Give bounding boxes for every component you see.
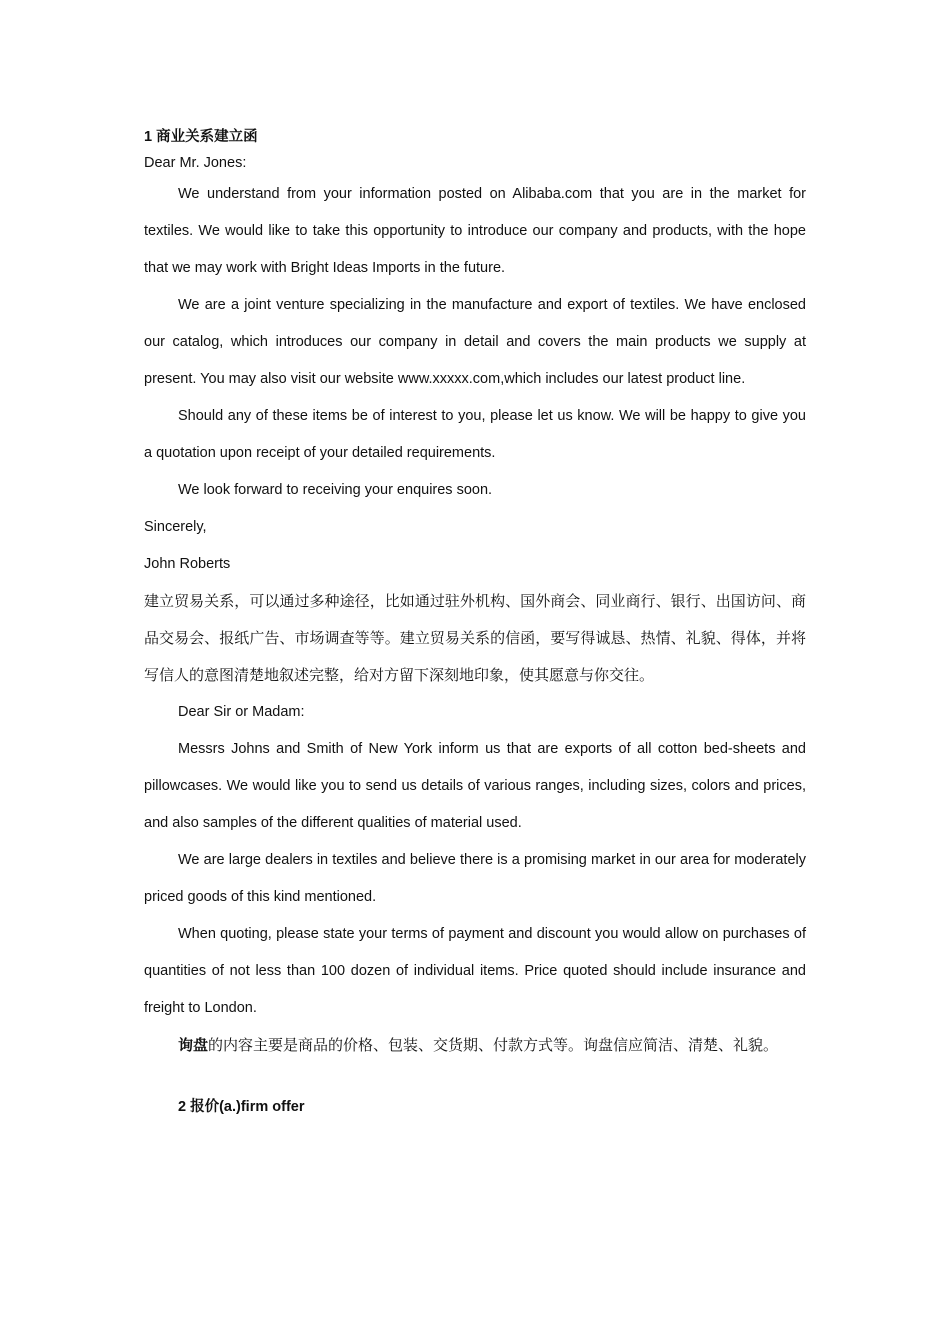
salutation: Dear Mr. Jones:	[144, 155, 247, 171]
paragraph: We are a joint venture specializing in the manufacture and export of textiles. We have enclosed our catalog, which introduces our company in detail and covers the main products we supply at present. You may also visit our website www.xxxxx.com,which includes our latest product line.	[144, 297, 806, 387]
paragraph: Messrs Johns and Smith of New York inform us that are exports of all cotton bed-sheets and pillowcases. We would like you to send us details of various ranges, including sizes, colors and prices, and also samples of the different qualities of material used.	[144, 741, 806, 831]
section-1-title: 1 商业关系建立函	[144, 129, 258, 145]
signature: John Roberts	[144, 556, 231, 572]
paragraph: When quoting, please state your terms of payment and discount you would allow on purchases of quantities of not less than 100 dozen of individual items. Price quoted should include insurance and freight to London.	[144, 926, 806, 1016]
chinese-note: 建立贸易关系，可以通过多种途径，比如通过驻外机构、国外商会、同业商行、银行、出国访问、商品交易会、报纸广告、市场调查等等。建立贸易关系的信函，要写得诚恳、热情、礼貌、得体，并将写信人的意图清楚地叙述完整，给对方留下深刻地印象，使其愿意与你交往。	[144, 592, 806, 684]
salutation: Dear Sir or Madam:	[178, 704, 305, 720]
document-page	[144, 124, 806, 1120]
spacer	[144, 1064, 806, 1094]
section-2-title: 2 报价(a.)firm offer	[178, 1099, 305, 1115]
paragraph: We understand from your information posted on Alibaba.com that you are in the market for textiles. We would like to take this opportunity to introduce our company and products, with the hope that we may work with Bright Ideas Imports in the future.	[144, 186, 806, 276]
paragraph: We are large dealers in textiles and believe there is a promising market in our area for moderately priced goods of this kind mentioned.	[144, 852, 806, 905]
inquiry-note-text: 的内容主要是商品的价格、包装、交货期、付款方式等。询盘信应简洁、清楚、礼貌。	[208, 1036, 779, 1054]
inquiry-term: 询盘	[178, 1036, 209, 1054]
closing: Sincerely,	[144, 519, 207, 535]
inquiry-note	[144, 1027, 806, 1064]
paragraph: We look forward to receiving your enquires soon.	[178, 482, 493, 498]
paragraph: Should any of these items be of interest to you, please let us know. We will be happy to give you a quotation upon receipt of your detailed requirements.	[144, 408, 806, 461]
